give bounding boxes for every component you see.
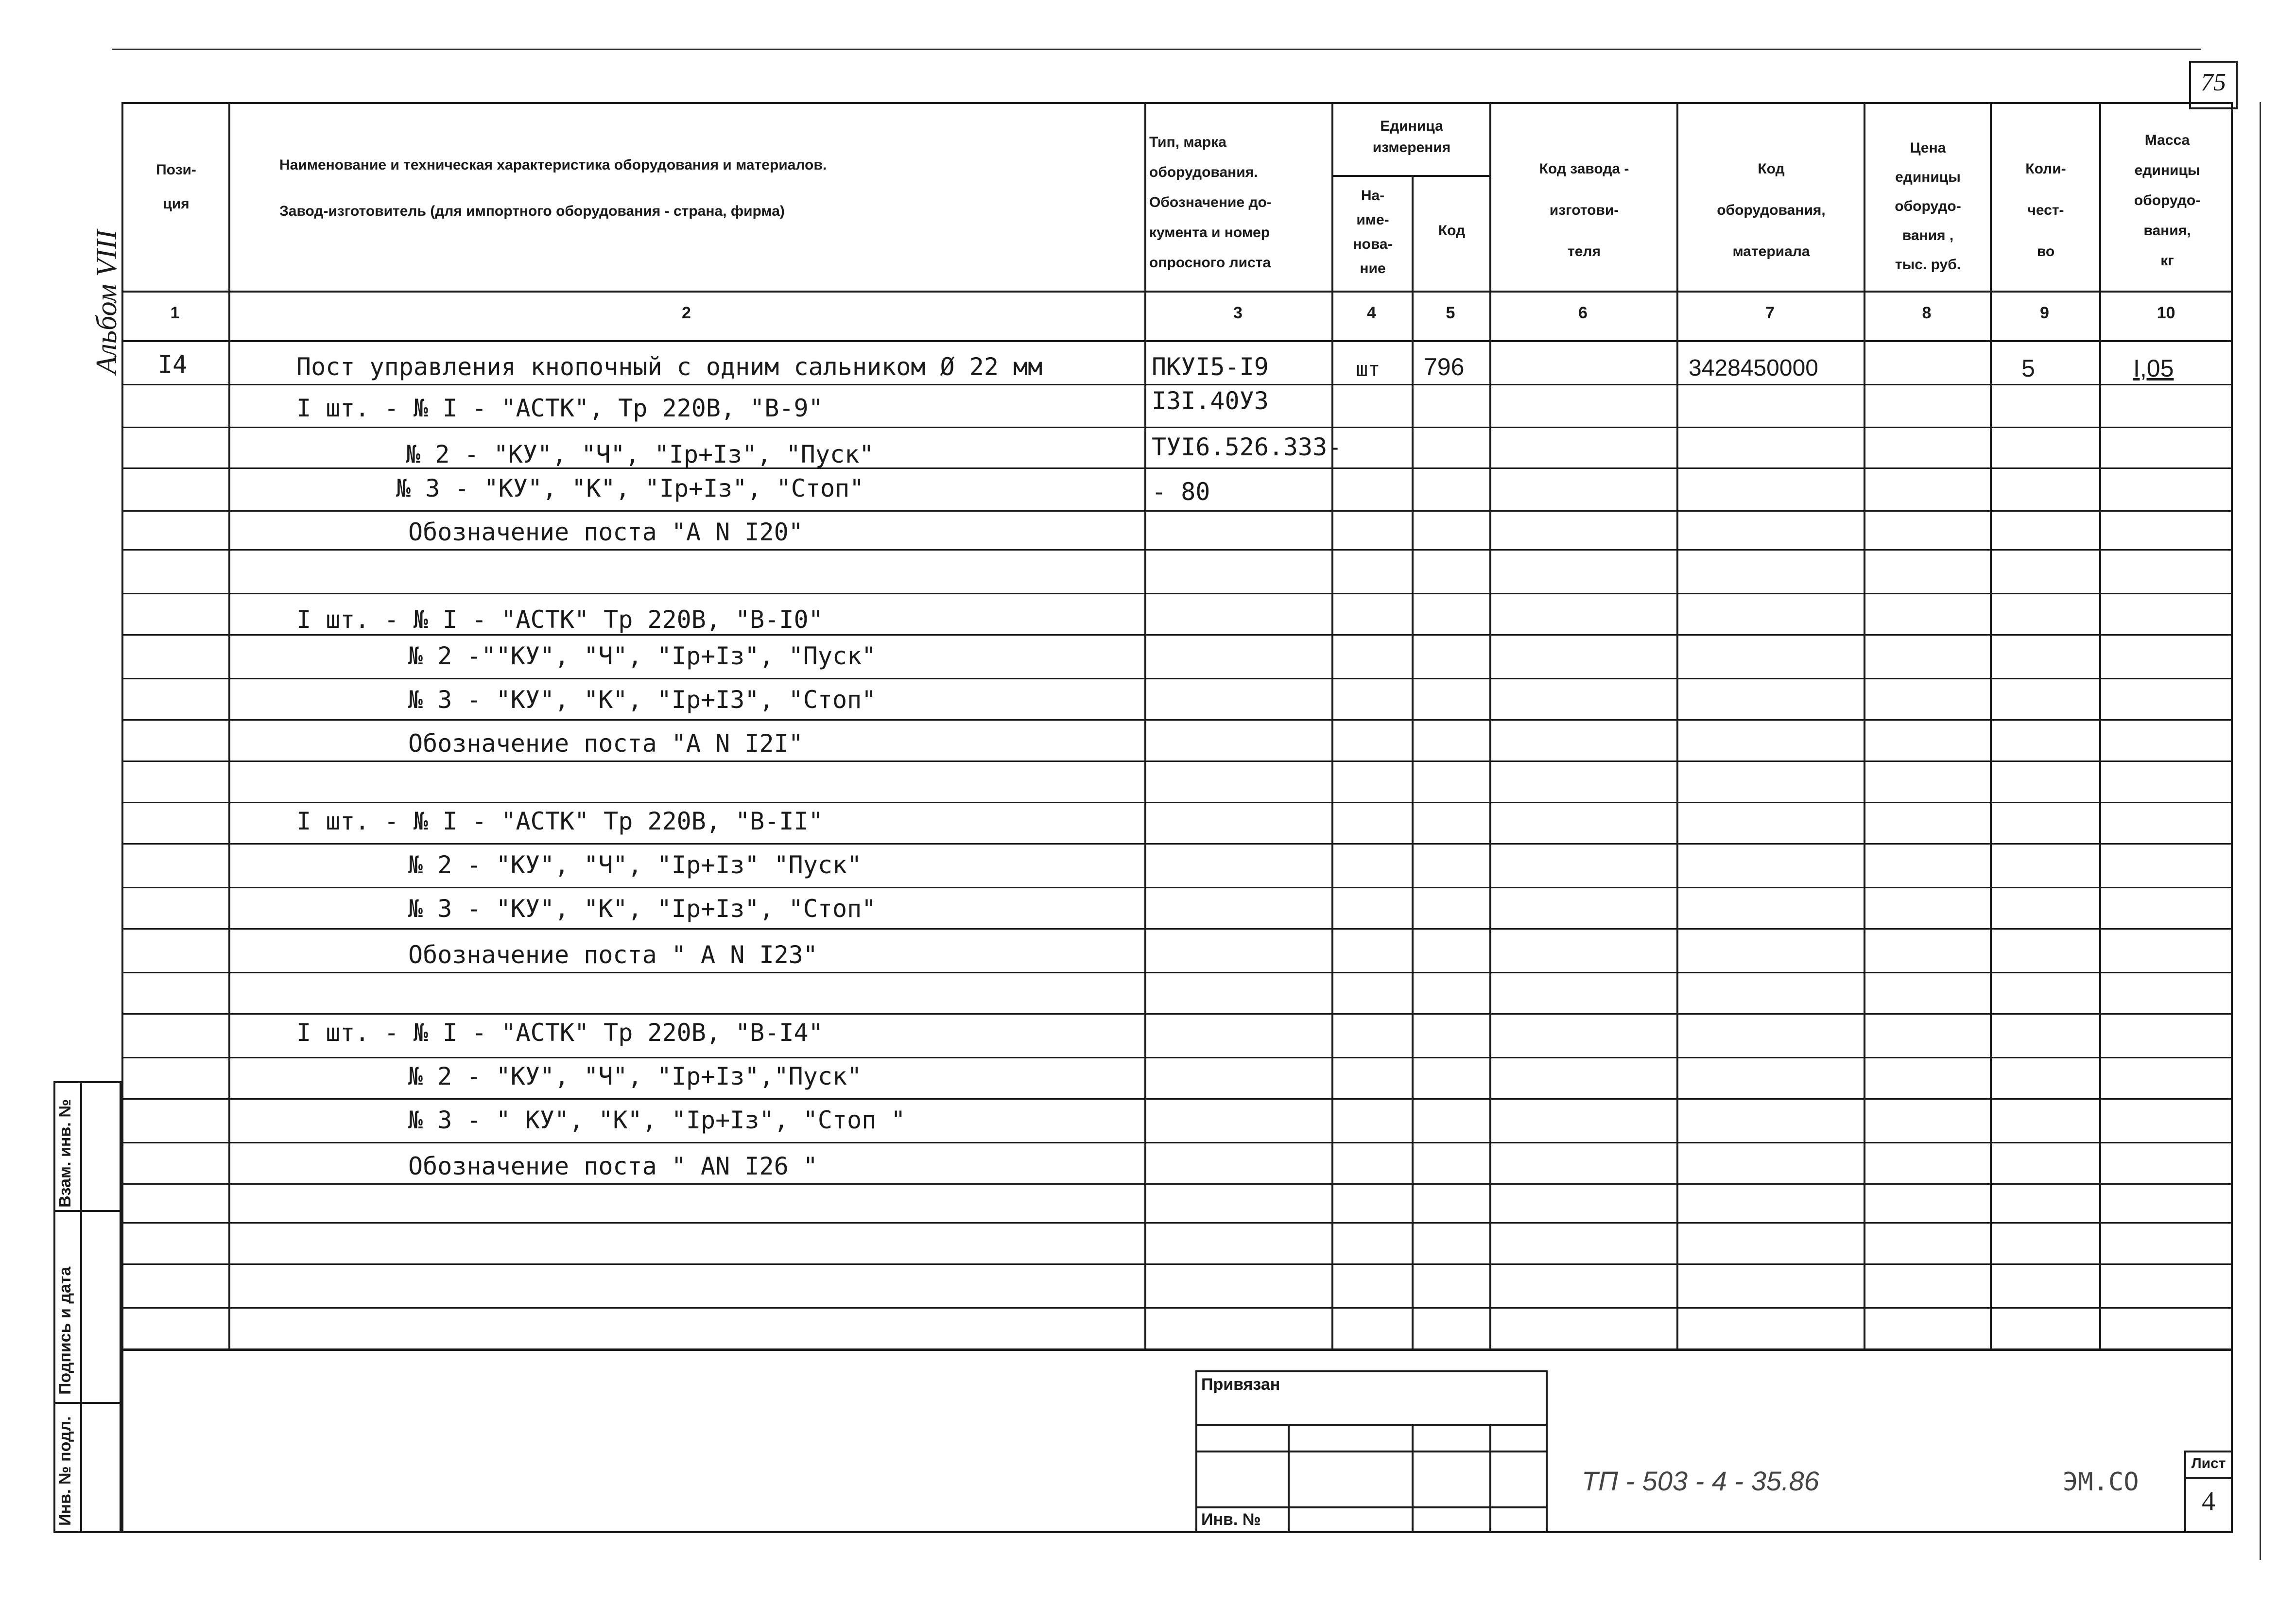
header-position: Пози- ция [156,162,196,212]
colnum-1: 1 [170,304,180,322]
title-block [121,1348,2233,1533]
row-name: I шт. - № I - "АСТК" Тр 220В, "В-I4" [296,1019,823,1047]
row-separator [121,972,2233,973]
col-line-8 [1990,102,1992,1351]
col-line-3 [1331,102,1333,1351]
row-name: № 3 - "КУ", "К", "Iр+Iз", "Стоп" [408,895,877,923]
row-separator [121,549,2233,551]
row-name: № 2 - "КУ", "Ч", "Iр+Iз" "Пуск" [408,851,862,879]
header-divider [121,291,2233,293]
header-unit-name: На- име- нова- ние [1353,188,1393,276]
col-line-6 [1676,102,1678,1351]
row-separator [121,427,2233,428]
colnum-divider [121,340,2233,342]
row-name: Обозначение поста " А N I23" [408,941,818,969]
inv-label: Инв. № [1201,1510,1261,1529]
side-stamp-line-1 [53,1210,121,1212]
row-name: I шт. - № I - "АСТК" Тр 220В, "В-I0" [296,605,823,634]
right-margin-line [2260,102,2261,1560]
row-name: I шт. - № I - "АСТК", Тр 220В, "В-9" [296,394,823,422]
col-line-1 [228,102,230,1351]
sheet-box-divider [2184,1477,2233,1479]
header-price: Цена единицы оборудо- вания , тыс. руб. [1895,140,1961,273]
binding-line-2 [1195,1451,1548,1452]
sheet-label: Лист [2191,1455,2226,1471]
row-name: Обозначение поста "А N I20" [408,518,803,546]
unit-group-divider [1331,175,1489,177]
header-qty: Коли- чест- во [2025,161,2066,259]
side-replace-inv: Взам. инв. № [56,1099,74,1208]
header-unit-code: Код [1438,223,1466,239]
binding-line-3 [1195,1506,1548,1508]
row-separator [121,887,2233,888]
row-separator [121,634,2233,636]
row-mass: I,05 [2133,355,2174,382]
row-separator [121,1142,2233,1143]
row-separator [121,1057,2233,1058]
col-line-4 [1412,175,1414,1351]
row-name: № 2 - "КУ", "Ч", "Iр+Iз","Пуск" [408,1062,862,1090]
row-separator [121,719,2233,721]
row-separator [121,1263,2233,1265]
binding-label: Привязан [1201,1375,1280,1394]
side-stamp-line-2 [53,1402,121,1404]
doc-type: ЭМ.СО [2063,1468,2139,1497]
colnum-4: 4 [1367,304,1376,322]
row-name: № 3 - "КУ", "К", "Iр+Iз", "Стоп" [396,474,864,502]
row-type: ПКУI5-I9 [1152,353,1269,381]
row-separator [121,760,2233,762]
row-separator [121,1013,2233,1015]
colnum-3: 3 [1233,304,1243,322]
row-separator [121,802,2233,803]
binding-vline-1 [1288,1424,1290,1533]
doc-code: ТП - 503 - 4 - 35.86 [1582,1466,1819,1496]
row-separator [121,678,2233,679]
row-separator [121,384,2233,385]
row-position: I4 [158,350,188,379]
row-name: I шт. - № I - "АСТК" Тр 220В, "В-II" [296,807,823,835]
side-stamp-vline [80,1081,82,1533]
row-name: Обозначение поста " АN I26 " [408,1152,818,1180]
colnum-7: 7 [1765,304,1775,322]
row-separator [121,1183,2233,1185]
header-name-line2: Завод-изготовитель (для импортного оборудования - страна, фирма) [279,203,785,219]
row-separator [121,593,2233,594]
header-name-line1: Наименование и техническая характеристика оборудования и материалов. [279,157,827,173]
colnum-10: 10 [2157,304,2175,322]
row-type: I3I.40УЗ [1152,387,1269,415]
row-separator [121,510,2233,512]
header-plant-code: Код завода - изготови- теля [1539,161,1629,259]
col-line-5 [1489,102,1491,1351]
row-name: № 2 - "КУ", "Ч", "Iр+Iз", "Пуск" [406,440,874,468]
row-unit: шт [1356,357,1381,381]
colnum-5: 5 [1446,304,1455,322]
header-type: Тип, марка оборудования. Обозначение до- кумента и номер опросного листа [1149,134,1272,271]
col-line-9 [2099,102,2101,1351]
sheet-number: 4 [2202,1486,2215,1517]
row-unit-code: 796 [1424,353,1465,380]
row-separator [121,1098,2233,1100]
binding-vline-2 [1412,1424,1414,1533]
colnum-9: 9 [2040,304,2049,322]
colnum-6: 6 [1578,304,1588,322]
header-mass: Масса единицы оборудо- вания, кг [2134,132,2201,269]
row-qty: 5 [2021,355,2035,382]
side-sign-date: Подпись и дата [56,1266,74,1395]
album-label: Альбом VIII [90,229,122,374]
row-type: ТУI6.526.333- [1152,433,1342,461]
row-name: № 2 -""КУ", "Ч", "Iр+Iз", "Пуск" [408,642,877,670]
row-name: Пост управления кнопочный с одним сальником Ø 22 мм [296,353,1043,381]
row-name: Обозначение поста "А N I2I" [408,729,803,758]
row-type: - 80 [1152,478,1210,506]
binding-line-1 [1195,1424,1548,1426]
page-number: 75 [2201,69,2226,96]
row-name: № 3 - "КУ", "К", "Iр+I3", "Стоп" [408,686,877,714]
side-inv-orig: Инв. № подл. [56,1416,74,1526]
col-line-2 [1144,102,1146,1351]
row-separator [121,928,2233,930]
header-unit-group: Единица измерения [1372,118,1451,156]
top-rule [112,49,2201,50]
row-name: № 3 - " КУ", "К", "Iр+Iз", "Стоп " [408,1106,906,1134]
colnum-8: 8 [1922,304,1932,322]
header-equip-code: Код оборудования, материала [1717,161,1826,259]
colnum-2: 2 [682,304,691,322]
row-separator [121,1307,2233,1309]
row-equip-code: 3428450000 [1689,355,1818,381]
row-separator [121,1222,2233,1224]
row-separator [121,843,2233,845]
col-line-7 [1864,102,1865,1351]
binding-vline-3 [1489,1424,1491,1533]
